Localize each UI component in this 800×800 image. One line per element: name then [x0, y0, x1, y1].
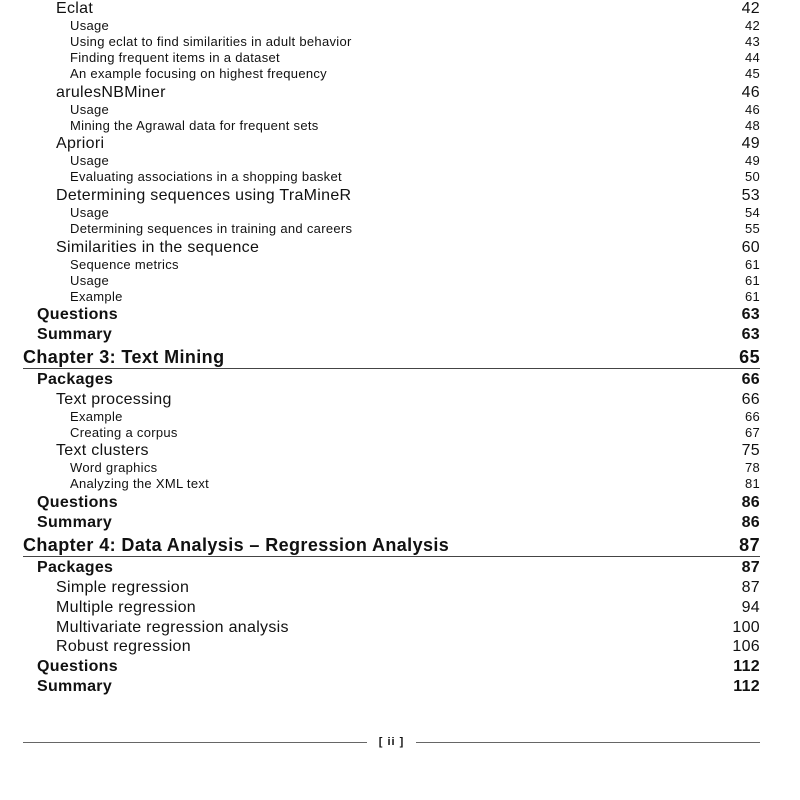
toc-entry-page: 65 — [739, 347, 760, 367]
toc-entry-title: Questions — [37, 494, 118, 511]
toc-entry-page: 43 — [744, 34, 760, 49]
toc-entry — [37, 372, 760, 388]
toc-entry — [70, 222, 760, 235]
toc-entry — [56, 600, 760, 616]
toc-entry — [56, 639, 760, 655]
toc-entry — [70, 103, 760, 116]
toc-entry-title: Summary — [37, 514, 113, 531]
toc-entry — [37, 327, 760, 343]
toc-entry-title: Similarities in the sequence — [56, 239, 260, 256]
toc-entry — [56, 620, 760, 636]
toc-entry — [70, 51, 760, 64]
toc-entry-page: 87 — [741, 559, 760, 576]
toc-entry-page: 48 — [744, 118, 760, 133]
toc-entry-title: Determining sequences in training and careers — [70, 221, 353, 236]
chapter-underline — [23, 368, 760, 369]
toc-entry — [70, 67, 760, 80]
toc-entry-title: Sequence metrics — [70, 257, 179, 272]
footer-rule-right — [416, 742, 760, 743]
toc-entry-page: 63 — [741, 326, 760, 343]
toc-entry-page: 46 — [741, 84, 760, 101]
toc-entry-page: 53 — [741, 187, 760, 204]
toc-entry — [70, 258, 760, 271]
toc-entry-page: 61 — [744, 273, 760, 288]
toc-entry-title: Multivariate regression analysis — [56, 619, 289, 636]
toc-entry-title: arulesNBMiner — [56, 84, 166, 101]
toc-entry — [37, 679, 760, 695]
toc-entry-page: 67 — [744, 425, 760, 440]
toc-entry-title: Robust regression — [56, 638, 191, 655]
toc-entry-page: 45 — [744, 66, 760, 81]
toc-entry-title: Apriori — [56, 135, 105, 152]
toc-entry — [56, 240, 760, 256]
toc-entry-title: Using eclat to find similarities in adult behavior — [70, 34, 352, 49]
toc-entry — [56, 1, 760, 17]
toc-entry-page: 81 — [744, 476, 760, 491]
toc-entry-title: Text processing — [56, 391, 172, 408]
toc-entry — [70, 19, 760, 32]
toc-entry — [37, 659, 760, 675]
chapter-underline — [23, 556, 760, 557]
toc-entry-page: 61 — [744, 257, 760, 272]
toc-chapter-heading — [23, 348, 760, 366]
toc-entry-page: 42 — [744, 18, 760, 33]
toc-entry-title: Questions — [37, 306, 118, 323]
page-footer — [23, 734, 760, 750]
toc-entry — [70, 461, 760, 474]
toc-entry-title: Packages — [37, 559, 114, 576]
toc-entry — [70, 35, 760, 48]
toc-entry-title: Multiple regression — [56, 599, 196, 616]
toc-entry-page: 61 — [744, 289, 760, 304]
toc-entry — [56, 580, 760, 596]
toc-entry — [56, 136, 760, 152]
toc-entry-page: 66 — [741, 391, 760, 408]
toc-entry-page: 42 — [741, 0, 760, 17]
toc-entry-page: 112 — [733, 678, 760, 695]
toc-entry-title: Word graphics — [70, 460, 158, 475]
toc-entry — [70, 206, 760, 219]
toc-entry-page: 94 — [741, 599, 760, 616]
toc-entry-page: 66 — [741, 371, 760, 388]
toc-entry-title: Mining the Agrawal data for frequent sets — [70, 118, 319, 133]
toc-entry — [70, 119, 760, 132]
toc-entry — [37, 495, 760, 511]
toc-entry — [70, 477, 760, 490]
toc-entry-title: Usage — [70, 273, 110, 288]
toc-entry — [56, 188, 760, 204]
toc-entry-title: Text clusters — [56, 442, 149, 459]
toc-entry-title: Finding frequent items in a dataset — [70, 50, 280, 65]
toc-entry-page: 49 — [744, 153, 760, 168]
toc-entry — [70, 410, 760, 423]
toc-entry-title: Summary — [37, 678, 113, 695]
toc-entry-page: 49 — [741, 135, 760, 152]
toc-chapter-heading — [23, 536, 760, 554]
toc-entry-title: Chapter 3: Text Mining — [23, 347, 225, 367]
toc-entry-title: Summary — [37, 326, 113, 343]
toc-entry-page: 78 — [744, 460, 760, 475]
toc-entry — [70, 426, 760, 439]
toc-entry-page: 46 — [744, 102, 760, 117]
toc-entry — [37, 560, 760, 576]
toc-entry-page: 106 — [732, 638, 760, 655]
toc-entry-page: 63 — [741, 306, 760, 323]
toc-entry-title: Usage — [70, 102, 110, 117]
toc-entry-page: 60 — [741, 239, 760, 256]
toc-entry-title: Evaluating associations in a shopping basket — [70, 169, 342, 184]
page-number: [ ii ] — [378, 736, 405, 748]
toc-entry-title: Usage — [70, 18, 110, 33]
toc-entry-title: Creating a corpus — [70, 425, 178, 440]
toc-entry — [56, 392, 760, 408]
toc-entry-page: 50 — [744, 169, 760, 184]
toc-entry-page: 55 — [744, 221, 760, 236]
toc-entry — [56, 85, 760, 101]
toc-entry — [70, 274, 760, 287]
toc-entry — [70, 154, 760, 167]
toc-entry-page: 100 — [732, 619, 760, 636]
toc-entry-title: Packages — [37, 371, 114, 388]
toc-entry-page: 75 — [741, 442, 760, 459]
toc-entry-page: 54 — [744, 205, 760, 220]
toc-entry-title: An example focusing on highest frequency — [70, 66, 327, 81]
toc-entry — [70, 290, 760, 303]
toc-entry-title: Example — [70, 289, 123, 304]
toc-entry — [56, 443, 760, 459]
toc-entry-page: 87 — [739, 535, 760, 555]
toc-entry-page: 44 — [744, 50, 760, 65]
toc-entry-title: Questions — [37, 658, 118, 675]
toc-entry — [37, 307, 760, 323]
toc-entry-page: 66 — [744, 409, 760, 424]
toc-entry-page: 87 — [741, 579, 760, 596]
toc-entry — [37, 515, 760, 531]
toc-entry-page: 112 — [733, 658, 760, 675]
toc-entry-title: Example — [70, 409, 123, 424]
footer-rule-left — [23, 742, 367, 743]
toc-entry — [70, 170, 760, 183]
toc-entry-title: Determining sequences using TraMineR — [56, 187, 352, 204]
toc-entry-title: Analyzing the XML text — [70, 476, 210, 491]
toc-entry-title: Usage — [70, 205, 110, 220]
toc-entry-page: 86 — [741, 514, 760, 531]
toc-entry-title: Usage — [70, 153, 110, 168]
toc-entry-page: 86 — [741, 494, 760, 511]
toc-entry-title: Chapter 4: Data Analysis – Regression Analysis — [23, 535, 450, 555]
toc-entry-title: Simple regression — [56, 579, 190, 596]
toc-entry-title: Eclat — [56, 0, 94, 17]
